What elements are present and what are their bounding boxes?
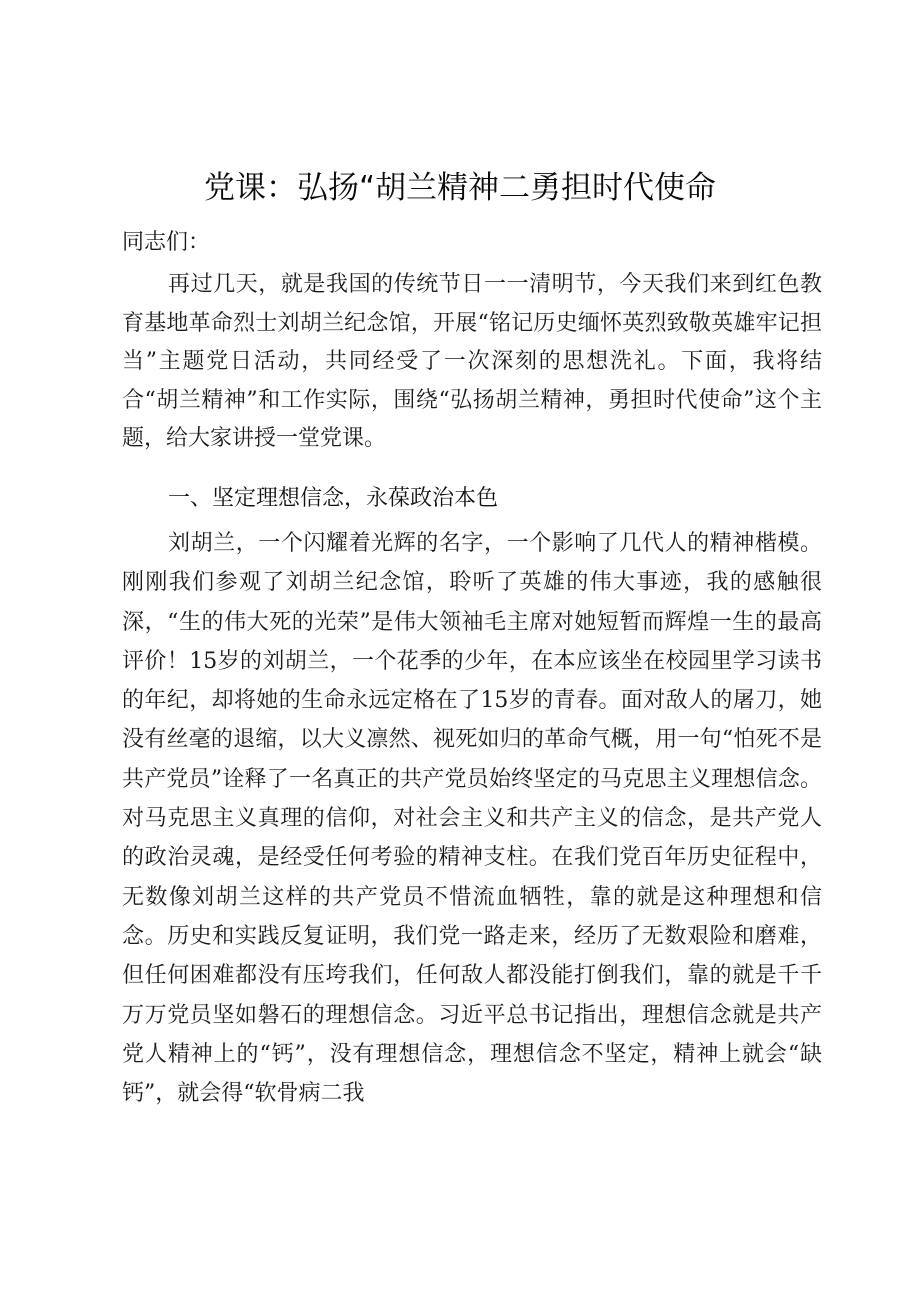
salutation: 同志们： [122,230,211,255]
section-heading-1: 一、坚定理想信念，永葆政治本色 [168,486,499,511]
document-title: 党课：弘扬“胡兰精神二勇担时代使命 [203,170,717,206]
paragraph-intro: 再过几天，就是我国的传统节日一一清明节，今天我们来到红色教育基地革命烈士刘胡兰纪念馆，开展“铭记历史缅怀英烈致敬英雄牢记担当”主题党日活动，共同经受了一次深刻的思想洗礼。下面，我将结合“胡兰精神”和工作实际，围绕“弘扬胡兰精神，勇担时代使命”这个主题，给大家讲授一堂党课。 [122,272,822,452]
paragraph-section-1: 刘胡兰，一个闪耀着光辉的名字，一个影响了几代人的精神楷模。刚刚我们参观了刘胡兰纪念馆，聆听了英雄的伟大事迹，我的感触很深，“生的伟大死的光荣”是伟大领袖毛主席对她短暂而辉煌一生的最高评价！15岁的刘胡兰，一个花季的少年，在本应该坐在校园里学习读书的年纪，却将她的生命永远定格在了15岁的青春。面对敌人的屠刀，她没有丝毫的退缩，以大义凛然、视死如归的革命气概，用一句“怕死不是共产党员”诠释了一名真正的共产党员始终坚定的马克思主义理想信念。对马克思主义真理的信仰，对社会主义和共产主义的信念，是共产党人的政治灵魂，是经受任何考验的精神支柱。在我们党百年历史征程中，无数像刘胡兰这样的共产党员不惜流血牺牲，靠的就是这种理想和信念。历史和实践反复证明，我们党一路走来，经历了无数艰险和磨难，但任何困难都没有压垮我们，任何敌人都没能打倒我们，靠的就是千千万万党员坚如磐石的理想信念。习近平总书记指出，理想信念就是共产党人精神上的“钙”，没有理想信念，理想信念不坚定，精神上就会“缺钙”，就会得“软骨病二我 [122,531,822,1107]
